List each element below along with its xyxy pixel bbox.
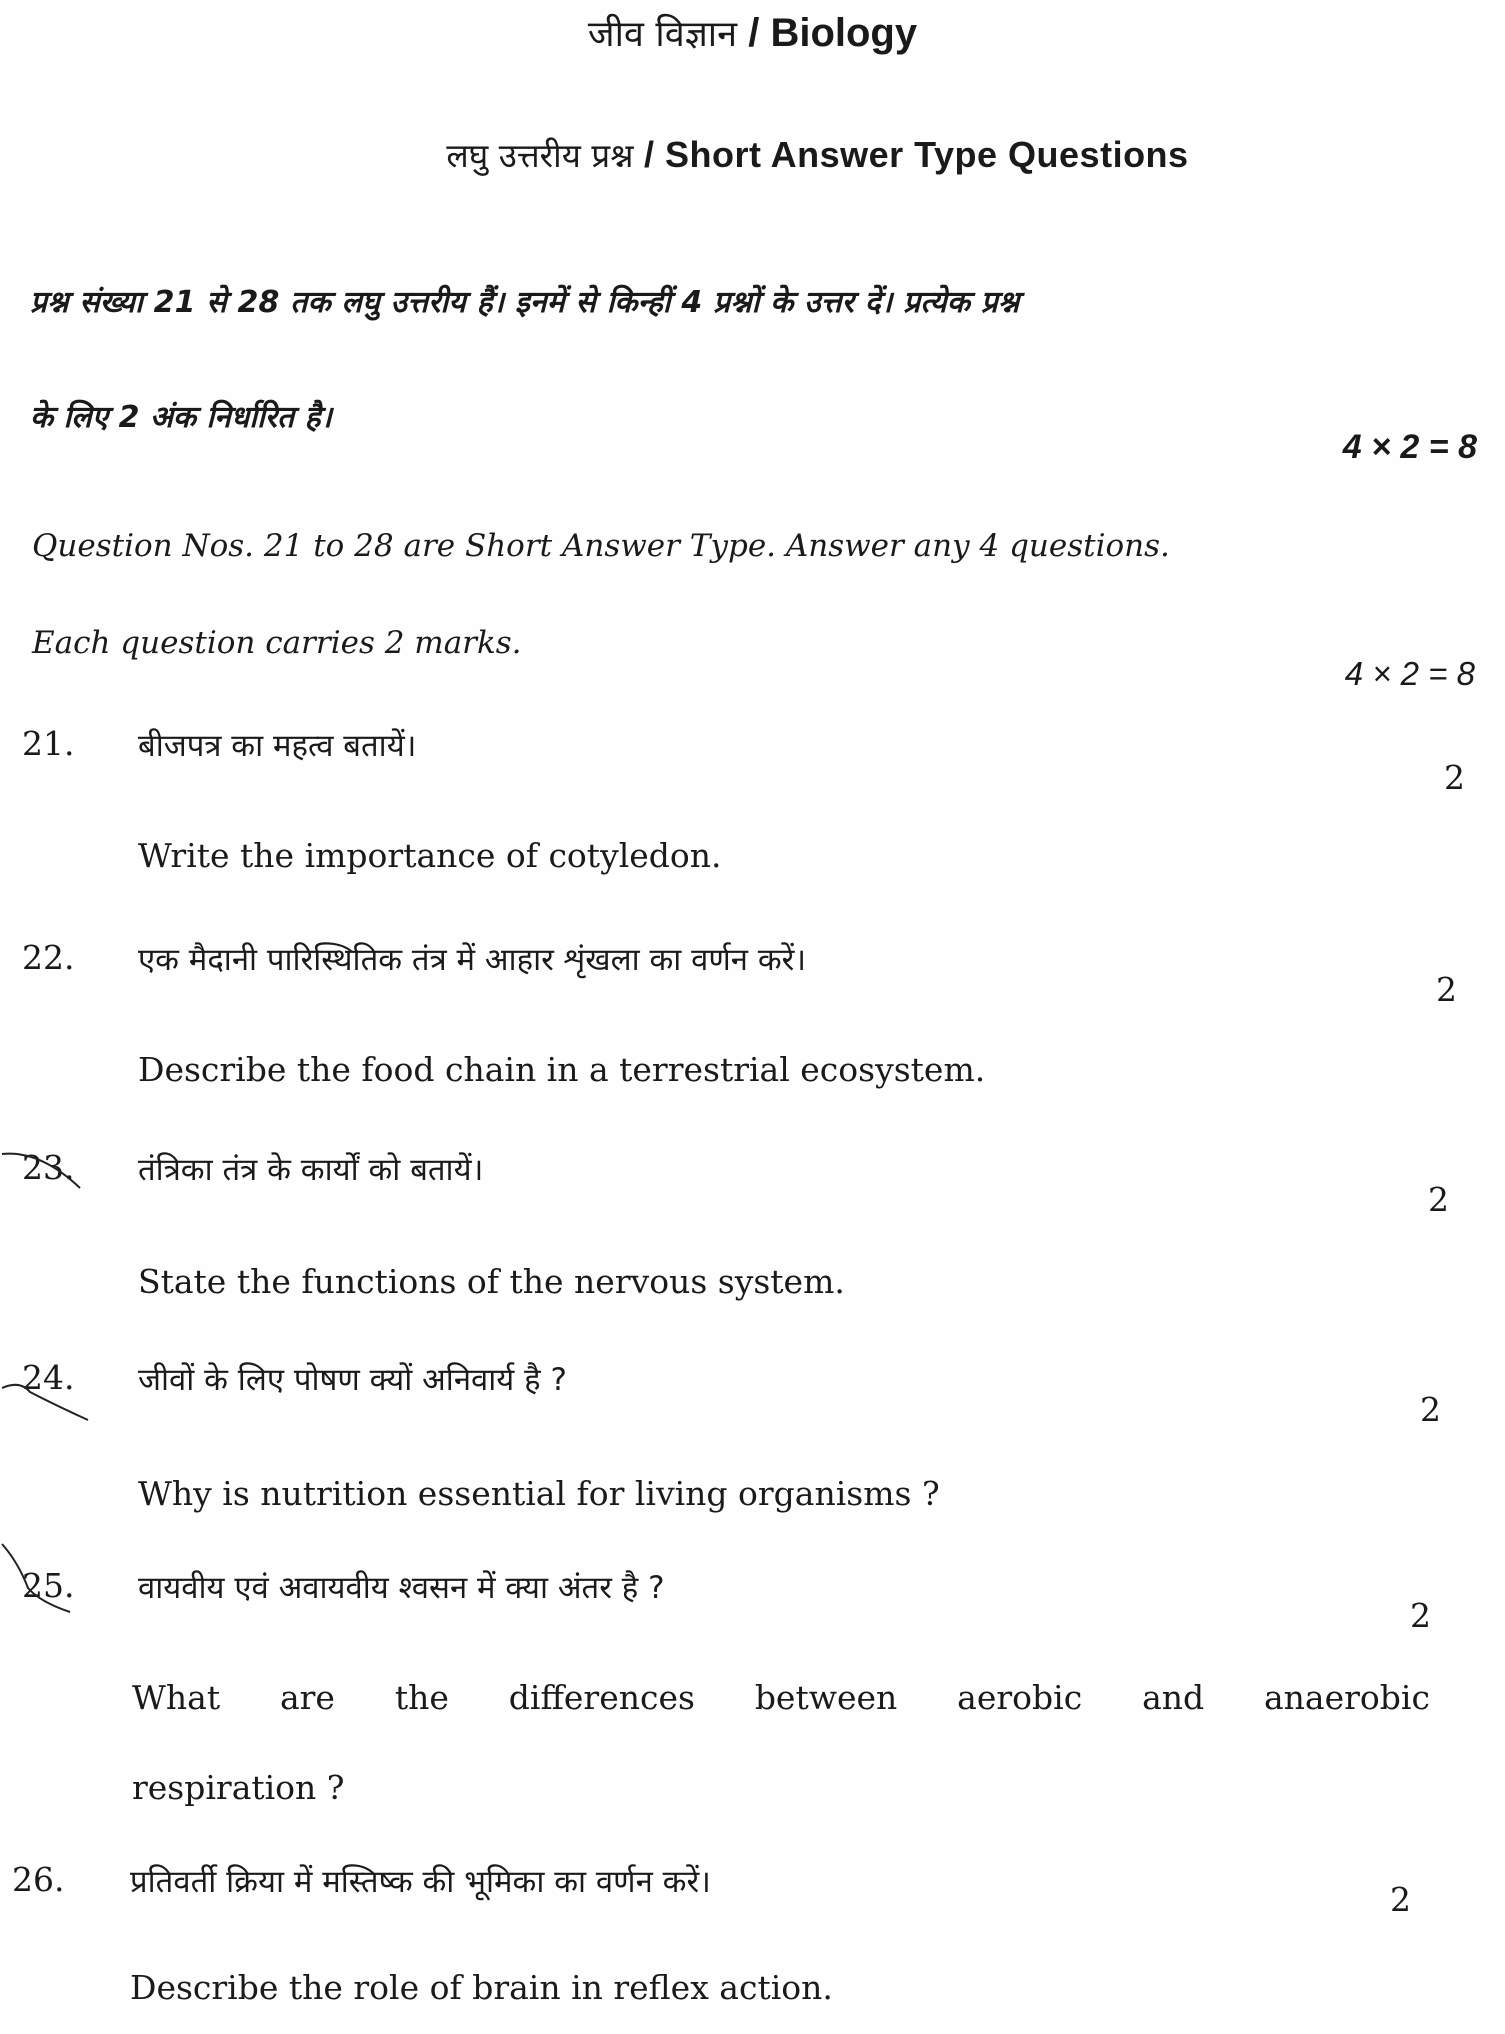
subject-title: [0, 8, 1505, 57]
section-title-english: Short Answer Type Questions: [664, 134, 1189, 175]
question-hindi-text: जीवों के लिए पोषण क्यों अनिवार्य है ?: [138, 1362, 567, 1398]
title-separator: /: [737, 11, 771, 55]
question-english-text: Describe the role of brain in reflex action.: [130, 1968, 833, 2007]
subject-title-hindi: जीव विज्ञान: [587, 14, 738, 55]
marks-summary-english: 4 × 2 = 8: [1344, 655, 1475, 692]
word: and: [1142, 1678, 1205, 1717]
question-hindi-text: तंत्रिका तंत्र के कार्यों को बतायें।: [138, 1152, 484, 1188]
question-marks: 2: [1428, 1180, 1449, 1219]
instructions-english-line2: Each question carries 2 marks.: [32, 625, 522, 661]
subject-title-english: Biology: [770, 11, 918, 55]
instructions-english-line1: Question Nos. 21 to 28 are Short Answer Type. Answer any 4 questions.: [32, 528, 1170, 564]
section-title-separator: /: [633, 134, 665, 175]
question-english-text-line1: [132, 1678, 1430, 1717]
question-hindi-text: प्रतिवर्ती क्रिया में मस्तिष्क की भूमिका का वर्णन करें।: [130, 1864, 711, 1900]
question-number: 24.: [22, 1358, 75, 1397]
word: What: [132, 1678, 221, 1717]
question-english-text-line2: respiration ?: [132, 1768, 345, 1807]
word: the: [394, 1678, 449, 1717]
section-title-hindi: लघु उत्तरीय प्रश्न: [446, 136, 634, 175]
question-hindi-text: बीजपत्र का महत्व बतायें।: [138, 728, 417, 764]
question-hindi-text: वायवीय एवं अवायवीय श्वसन में क्या अंतर है ?: [138, 1570, 665, 1606]
question-number: 22.: [22, 938, 75, 977]
question-marks: 2: [1390, 1880, 1411, 1919]
question-english-text: State the functions of the nervous system.: [138, 1262, 845, 1301]
word: between: [754, 1678, 898, 1717]
question-english-text: Write the importance of cotyledon.: [138, 836, 722, 875]
question-number: 25.: [22, 1566, 75, 1605]
question-hindi-text: एक मैदानी पारिस्थितिक तंत्र में आहार शृंखला का वर्णन करें।: [138, 942, 807, 978]
word: differences: [508, 1678, 695, 1717]
question-number: 23.: [22, 1148, 75, 1187]
marks-summary-hindi: 4 × 2 = 8: [1342, 428, 1477, 466]
word: are: [279, 1678, 335, 1717]
question-marks: 2: [1420, 1390, 1441, 1429]
question-number: 26.: [12, 1860, 65, 1899]
question-marks: 2: [1444, 758, 1465, 797]
question-english-text: Why is nutrition essential for living organisms ?: [138, 1474, 940, 1513]
question-marks: 2: [1410, 1596, 1431, 1635]
section-title: [0, 132, 1505, 177]
question-english-text: Describe the food chain in a terrestrial ecosystem.: [138, 1050, 986, 1089]
question-number: 21.: [22, 724, 75, 763]
instructions-hindi-line2: के लिए 2 अंक निर्धारित है।: [30, 400, 332, 435]
word: aerobic: [957, 1678, 1083, 1717]
word: anaerobic: [1264, 1678, 1430, 1717]
instructions-hindi-line1: प्रश्न संख्या 21 से 28 तक लघु उत्तरीय हैं। इनमें से किन्हीं 4 प्रश्नों के उत्तर दें। प्रत्येक प्रश्न: [30, 285, 1020, 320]
question-marks: 2: [1436, 970, 1457, 1009]
